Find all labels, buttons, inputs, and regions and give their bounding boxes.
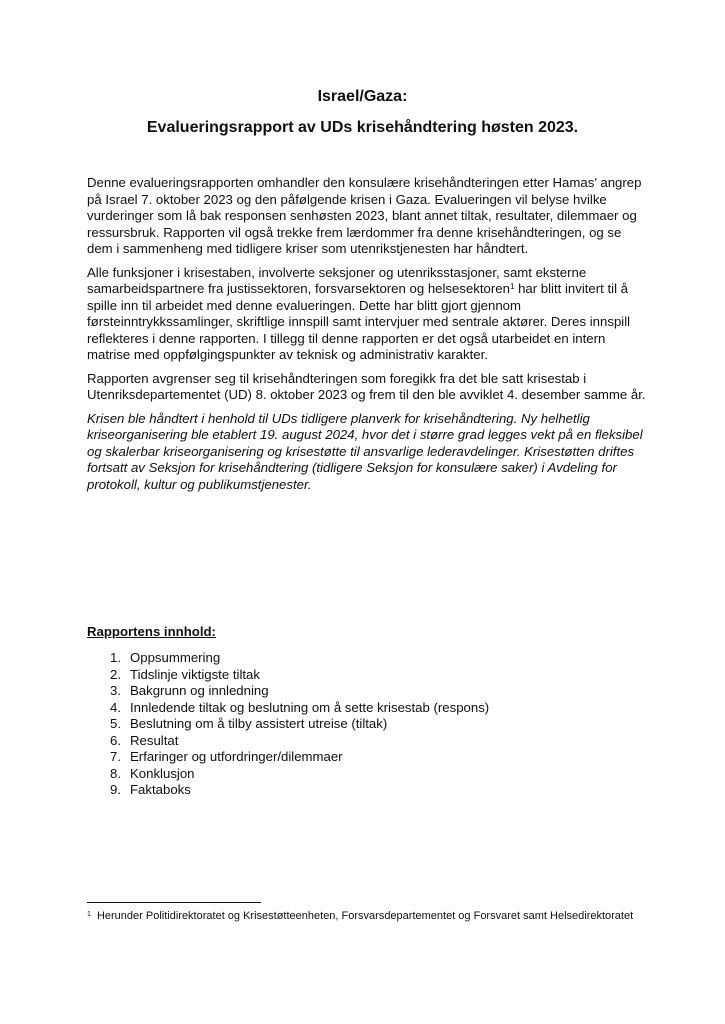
toc-item-number: 9. <box>110 782 121 797</box>
footnote-reference[interactable]: 1 <box>509 282 515 291</box>
toc-item-label: Bakgrunn og innledning <box>130 683 269 698</box>
toc-list <box>87 650 489 799</box>
toc-item-number: 7. <box>110 749 121 764</box>
toc-item <box>87 766 489 783</box>
toc-item-number: 3. <box>110 683 121 698</box>
toc-item-label: Konklusjon <box>130 765 195 781</box>
paragraph-scope: Rapporten avgrenser seg til krisehåndteringen som foregikk fra det ble satt krisestab i Utenriksdepartementet (UD) 8. oktober 2023 og frem til den ble avviklet 4. desember samme år. <box>87 370 646 402</box>
toc-item-label: Beslutning om å tilby assistert utreise (tiltak) <box>130 716 388 731</box>
toc-item <box>87 749 489 766</box>
document-subtitle: Evalueringsrapport av UDs krisehåndtering høsten 2023. <box>146 119 579 136</box>
paragraph-participants-part1: Alle funksjoner i krisestaben, involverte seksjoner og utenriksstasjoner, samt eksterne samarbeidspartnere fra justissektoren, forsvarsektoren og helsesektoren <box>87 264 587 296</box>
toc-item-label: Erfaringer og utfordringer/dilemmaer <box>130 749 343 764</box>
toc-item <box>87 667 489 684</box>
toc-item-label: Oppsummering <box>130 650 221 665</box>
toc-item-label: Tidslinje viktigste tiltak <box>130 666 260 682</box>
document-title: Israel/Gaza: <box>317 88 408 105</box>
document-body <box>87 175 647 500</box>
footnote-marker: 1 <box>87 911 91 918</box>
toc-item-number: 1. <box>110 650 121 665</box>
toc-item-number: 2. <box>110 666 121 682</box>
toc-item-label: Innledende tiltak og beslutning om å sette krisestab (respons) <box>130 699 490 715</box>
footnote <box>87 909 647 924</box>
toc-item <box>87 683 489 700</box>
toc-item-number: 6. <box>110 732 121 748</box>
toc-item <box>87 650 489 667</box>
toc-item-number: 4. <box>110 699 121 715</box>
toc-item <box>87 733 489 750</box>
paragraph-intro: Denne evalueringsrapporten omhandler den konsulære krisehåndteringen etter Hamas’ angrep på Israel 7. oktober 2023 og den påfølgende krisen i Gaza. Evalueringen vil belyse hvilke vurderinger som lå bak responsen senhøsten 2023, blant annet tiltak, resultater, dilemmaer og ressursbruk. Rapporten vil også trekke frem lærdommer fra denne krisehåndteringen, og se dem i sammenheng med tidligere kriser som utenrikstjenesten har håndtert. <box>87 175 642 256</box>
toc-item <box>87 716 489 733</box>
toc-item-number: 5. <box>110 716 121 731</box>
paragraph-participants-part2: har blitt invitert til å spille inn til arbeidet med denne evalueringen. Dette har blitt gjort gjennom førsteinntrykkssamlinger, skriftlige innspill samt intervjuer med sentrale aktører. Deres innspill reflekteres i denne rapporten. I tillegg til denne rapporten er det også utarbeidet en intern matrise med oppfølgingspunkter av teknisk og administrativ karakter. <box>87 281 631 362</box>
paragraph-organisation-note: Krisen ble håndtert i henhold til UDs tidligere planverk for krisehåndtering. Ny helhetlig kriseorganisering ble etablert 19. august 2024, hvor det i større grad legges vekt på en fleksibel og skalerbar kriseorganisering og krisestøtte til ansvarlige lederavdelinger. Krisestøtten driftes fortsatt av Seksjon for krisehåndtering (tidligere Seksjon for konsulære saker) i Avdeling for protokoll, kultur og publikumstjenester. <box>87 410 643 492</box>
paragraph-participants <box>87 265 647 364</box>
toc-item-number: 8. <box>110 765 121 781</box>
footnote-divider <box>87 902 261 903</box>
footnote-text: Herunder Politidirektoratet og Krisestøtteenheten, Forsvarsdepartementet og Forsvaret samt Helsedirektoratet <box>93 910 634 922</box>
toc-item <box>87 700 489 717</box>
toc-item <box>87 782 489 799</box>
toc-heading: Rapportens innhold: <box>87 624 216 639</box>
toc-item-label: Faktaboks <box>130 782 191 797</box>
toc-item-label: Resultat <box>130 732 179 748</box>
